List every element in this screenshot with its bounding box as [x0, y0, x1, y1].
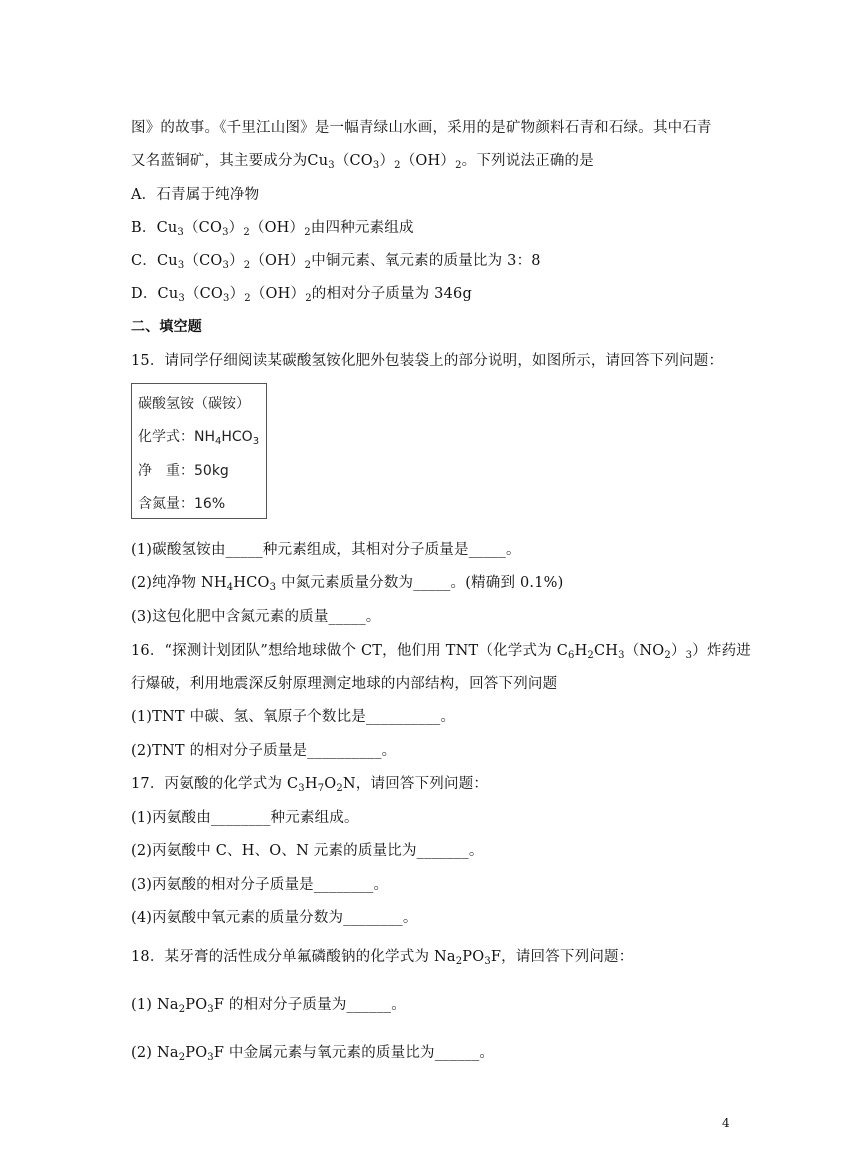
- label-weight: 净 重：50kg: [138, 463, 229, 479]
- q17-sub2: (2)丙氨酸中 C、H、O、N 元素的质量比为_______。: [131, 843, 484, 859]
- label-formula: 化学式：$NH_4HCO_3$: [138, 429, 260, 447]
- q15-sub2: (2)纯净物 $NH_4HCO_3$ 中氮元素质量分数为_____。(精确到 0.1%): [131, 575, 564, 593]
- section-title-fill-in: 二、填空题: [131, 319, 202, 335]
- q14-option-d: D．$Cu_3(CO_3)_2(OH)_2$的相对分子质量为 346g: [131, 286, 472, 304]
- q14-option-b: B．$Cu_3(CO_3)_2(OH)_2$由四种元素组成: [131, 220, 414, 238]
- q16-sub2: (2)TNT 的相对分子质量是__________。: [131, 743, 397, 759]
- q15-stem: 15．请同学仔细阅读某碳酸氢铵化肥外包装袋上的部分说明，如图所示，请回答下列问题：: [131, 353, 724, 369]
- q16-stem-line2: 行爆破，利用地震深反射原理测定地球的内部结构，回答下列问题: [131, 676, 558, 692]
- q17-sub1: (1)丙氨酸由________种元素组成。: [131, 810, 359, 826]
- q16-sub1: (1)TNT 中碳、氢、氧原子个数比是__________。: [131, 709, 456, 725]
- q15-sub1: (1)碳酸氢铵由_____种元素组成，其相对分子质量是_____。: [131, 542, 521, 558]
- q17-sub3: (3)丙氨酸的相对分子质量是________。: [131, 877, 389, 893]
- q14-intro-line1: 图》的故事。《千里江山图》是一幅青绿山水画，采用的是矿物颜料石青和石绿。其中石青: [131, 120, 712, 136]
- q14-option-a: A．石青属于纯净物: [131, 187, 260, 203]
- q14-option-c: C．$Cu_3(CO_3)_2(OH)_2$中铜元素、氧元素的质量比为 3：8: [131, 253, 541, 271]
- label-name: 碳酸氢铵（碳铵）: [138, 396, 250, 412]
- page-number: 4: [722, 1116, 730, 1130]
- q17-sub4: (4)丙氨酸中氧元素的质量分数为________。: [131, 910, 418, 926]
- q16-stem-line1: 16．“探测计划团队”想给地球做个 CT，他们用 TNT（化学式为 $C_6H_2CH_3(NO_2)_3$）炸药进: [131, 643, 752, 661]
- q15-sub3: (3)这包化肥中含氮元素的质量_____。: [131, 609, 381, 625]
- q17-stem: 17．丙氨酸的化学式为 $C_3H_7O_2N$，请回答下列问题：: [131, 776, 489, 794]
- q18-stem: 18．某牙膏的活性成分单氟磷酸钠的化学式为 $Na_2PO_3F$，请回答下列问题：: [131, 949, 634, 967]
- label-nitrogen: 含氮量：16%: [138, 496, 226, 512]
- fertilizer-label-box: [131, 383, 267, 519]
- q14-intro-line2: 又名蓝铜矿，其主要成分为$Cu_3(CO_3)_2(OH)_2$。下列说法正确的是: [131, 153, 594, 171]
- q18-sub2: (2) $Na_2PO_3F$ 中金属元素与氧元素的质量比为______。: [131, 1045, 495, 1063]
- q18-sub1: (1) $Na_2PO_3F$ 的相对分子质量为______。: [131, 997, 406, 1015]
